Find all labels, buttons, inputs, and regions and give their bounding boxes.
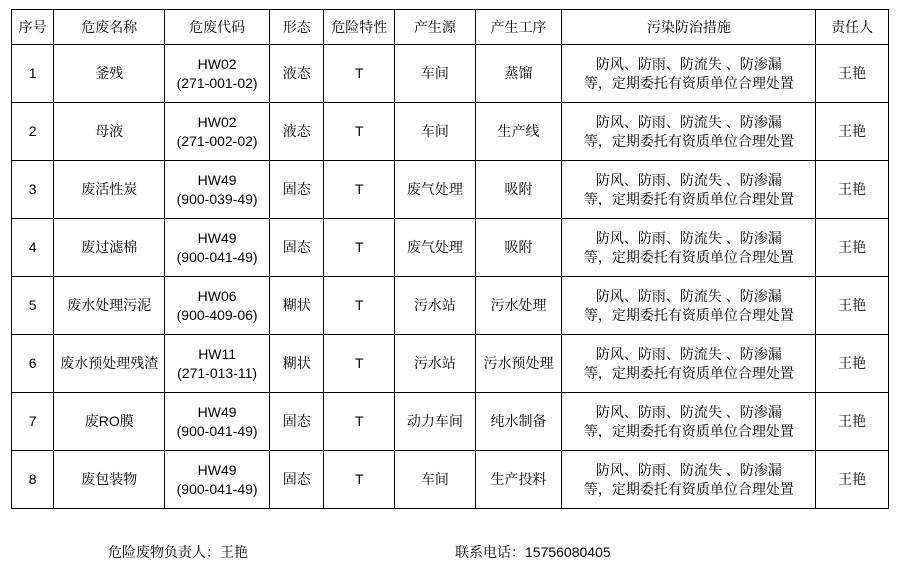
cell-person: 王艳 [816,103,889,161]
cell-source: 车间 [395,103,476,161]
cell-measure [562,161,816,219]
column-header-process: 产生工序 [475,10,562,45]
cell-process: 污水预处理 [475,335,562,393]
measure-line-2: 等，定期委托有资质单位合理处置 [583,190,794,207]
cell-code [165,103,270,161]
table-row [12,45,889,103]
cell-code [165,335,270,393]
measure-line-1: 防风、防雨、防流失 、防渗漏 [595,461,782,478]
table-header [12,10,889,45]
cell-form: 固态 [270,393,324,451]
cell-no: 7 [12,393,54,451]
column-header-source: 产生源 [395,10,476,45]
cell-measure [562,219,816,277]
cell-code [165,277,270,335]
code-bottom: (900-041-49) [176,422,258,439]
column-header-form: 形态 [270,10,324,45]
cell-source: 污水站 [395,335,476,393]
cell-no: 4 [12,219,54,277]
cell-form: 液态 [270,45,324,103]
table-row [12,277,889,335]
cell-hazard: T [324,45,395,103]
cell-name: 废水预处理残渣 [54,335,165,393]
cell-hazard: T [324,335,395,393]
cell-process: 蒸馏 [475,45,562,103]
table-row [12,103,889,161]
cell-person: 王艳 [816,161,889,219]
cell-measure [562,393,816,451]
code-top: HW02 [197,113,237,130]
cell-no: 1 [12,45,54,103]
column-header-person: 责任人 [816,10,889,45]
table-row [12,335,889,393]
code-top: HW49 [197,171,237,188]
cell-process: 吸附 [475,161,562,219]
cell-no: 8 [12,451,54,509]
column-header-no: 序号 [12,10,54,45]
footer-contact-phone: 联系电话：15756080405 [455,544,611,560]
table-row [12,393,889,451]
cell-measure [562,45,816,103]
cell-no: 5 [12,277,54,335]
code-bottom: (271-001-02) [176,74,258,91]
code-bottom: (900-039-49) [176,190,258,207]
column-header-name: 危废名称 [54,10,165,45]
code-top: HW49 [197,229,237,246]
code-bottom: (900-041-49) [176,480,258,497]
measure-line-1: 防风、防雨、防流失 、防渗漏 [595,171,782,188]
footer-responsible-person: 危险废物负责人：王艳 [108,544,248,560]
cell-hazard: T [324,393,395,451]
cell-no: 2 [12,103,54,161]
code-bottom: (900-409-06) [176,306,258,323]
cell-code [165,393,270,451]
cell-code [165,451,270,509]
cell-no: 3 [12,161,54,219]
measure-line-1: 防风、防雨、防流失 、防渗漏 [595,287,782,304]
code-top: HW06 [197,287,237,304]
cell-source: 废气处理 [395,161,476,219]
cell-no: 6 [12,335,54,393]
cell-hazard: T [324,451,395,509]
cell-process: 吸附 [475,219,562,277]
hazardous-waste-table [11,9,889,509]
cell-form: 固态 [270,219,324,277]
table-header-row [12,10,889,45]
cell-person: 王艳 [816,277,889,335]
cell-form: 糊状 [270,335,324,393]
table-row [12,219,889,277]
cell-source: 废气处理 [395,219,476,277]
cell-form: 糊状 [270,277,324,335]
cell-source: 车间 [395,451,476,509]
measure-line-2: 等，定期委托有资质单位合理处置 [583,132,794,149]
cell-person: 王艳 [816,393,889,451]
measure-line-1: 防风、防雨、防流失 、防渗漏 [595,113,782,130]
code-top: HW11 [198,345,237,362]
cell-code [165,161,270,219]
column-header-measure: 污染防治措施 [562,10,816,45]
code-top: HW49 [197,403,237,420]
cell-person: 王艳 [816,45,889,103]
code-bottom: (271-013-11) [177,364,258,381]
cell-measure [562,451,816,509]
measure-line-1: 防风、防雨、防流失 、防渗漏 [595,55,782,72]
document-page [0,9,901,577]
cell-hazard: T [324,161,395,219]
cell-hazard: T [324,277,395,335]
cell-name: 废活性炭 [54,161,165,219]
cell-process: 生产线 [475,103,562,161]
cell-source: 车间 [395,45,476,103]
cell-source: 动力车间 [395,393,476,451]
cell-form: 固态 [270,161,324,219]
cell-source: 污水站 [395,277,476,335]
cell-person: 王艳 [816,219,889,277]
cell-process: 生产投料 [475,451,562,509]
table-row [12,161,889,219]
cell-process: 纯水制备 [475,393,562,451]
column-header-code: 危废代码 [165,10,270,45]
cell-name: 釜残 [54,45,165,103]
measure-line-2: 等，定期委托有资质单位合理处置 [583,248,794,265]
code-bottom: (900-041-49) [176,248,258,265]
cell-name: 母液 [54,103,165,161]
measure-line-1: 防风、防雨、防流失 、防渗漏 [595,403,782,420]
cell-name: 废RO膜 [54,393,165,451]
measure-line-2: 等，定期委托有资质单位合理处置 [583,364,794,381]
cell-name: 废水处理污泥 [54,277,165,335]
cell-name: 废包装物 [54,451,165,509]
cell-measure [562,103,816,161]
cell-code [165,219,270,277]
measure-line-1: 防风、防雨、防流失 、防渗漏 [595,345,782,362]
measure-line-2: 等，定期委托有资质单位合理处置 [583,480,794,497]
measure-line-2: 等，定期委托有资质单位合理处置 [583,74,794,91]
cell-measure [562,335,816,393]
code-bottom: (271-002-02) [176,132,258,149]
cell-hazard: T [324,219,395,277]
cell-code [165,45,270,103]
measure-line-2: 等，定期委托有资质单位合理处置 [583,306,794,323]
code-top: HW49 [197,461,237,478]
cell-form: 液态 [270,103,324,161]
cell-person: 王艳 [816,451,889,509]
table-row [12,451,889,509]
cell-form: 固态 [270,451,324,509]
cell-process: 污水处理 [475,277,562,335]
column-header-hazard: 危险特性 [324,10,395,45]
cell-name: 废过滤棉 [54,219,165,277]
table-body [12,45,889,509]
cell-hazard: T [324,103,395,161]
measure-line-2: 等，定期委托有资质单位合理处置 [583,422,794,439]
cell-measure [562,277,816,335]
code-top: HW02 [197,55,237,72]
measure-line-1: 防风、防雨、防流失 、防渗漏 [595,229,782,246]
cell-person: 王艳 [816,335,889,393]
